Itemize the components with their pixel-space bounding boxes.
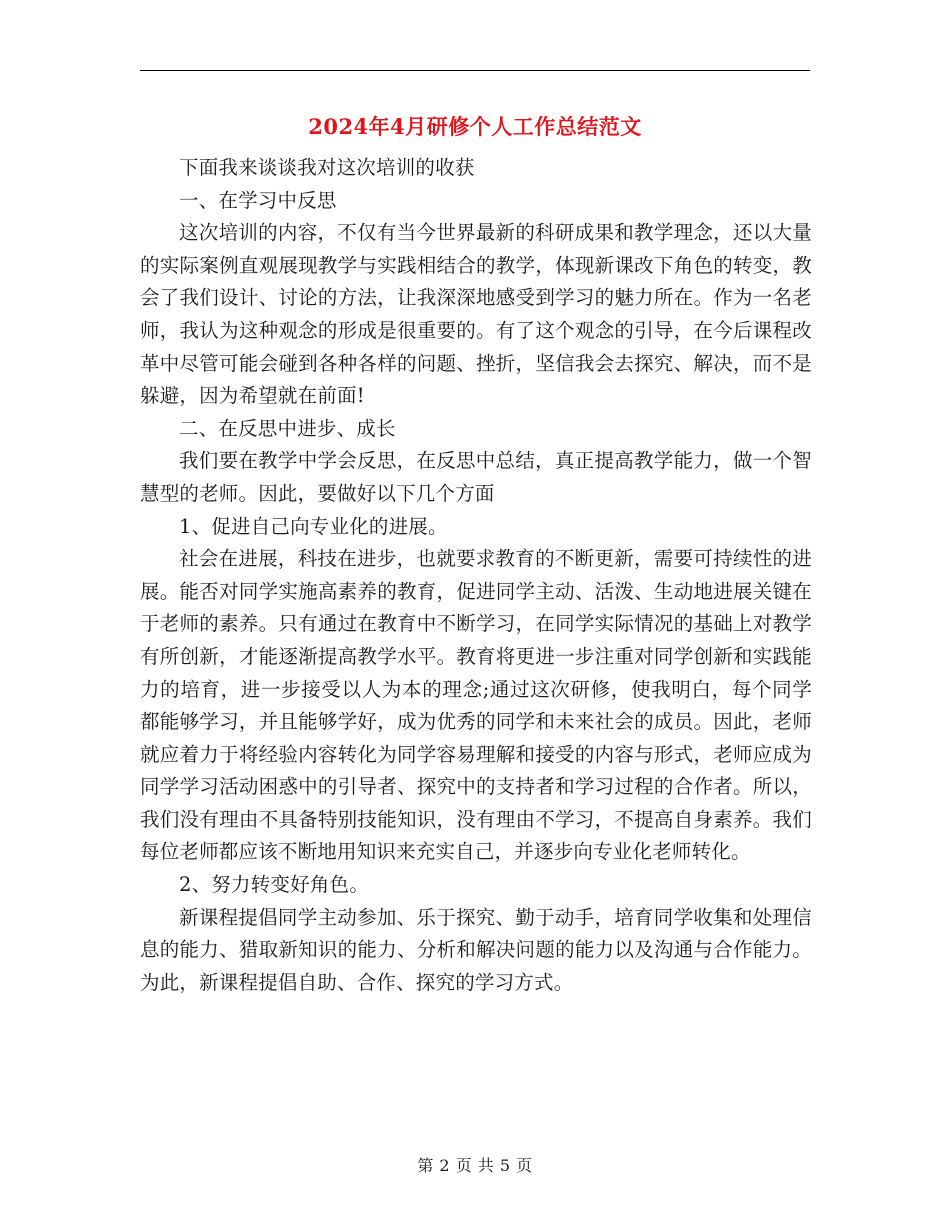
subsection-heading-2: 2、努力转变好角色。: [179, 873, 369, 897]
section-heading-1: 一、在学习中反思: [179, 188, 337, 212]
paragraph: 这次培训的内容，不仅有当今世界最新的科研成果和教学理念，还以大量的实际案例直观展现教学与实践相结合的教学，体现新课改下角色的转变，教会了我们设计、讨论的方法，让我深深地感受到学习的魅力所在。作为一名老师，我认为这种观念的形成是很重要的。有了这个观念的引导，在今后课程改革中尽管可能会碰到各种各样的问题、挫折，坚信我会去探究、解决，而不是躲避，因为希望就在前面!: [140, 221, 812, 408]
paragraph: 社会在进展，科技在进步，也就要求教育的不断更新，需要可持续性的进展。能否对同学实施高素养的教育，促进同学主动、活泼、生动地进展关键在于老师的素养。只有通过在教育中不断学习，在同学实际情况的基础上对教学有所创新，才能逐渐提高教学水平。教育将更进一步注重对同学创新和实践能力的培育，进一步接受以人为本的理念;通过这次研修，使我明白，每个同学都能够学习，并且能够学好，成为优秀的同学和未来社会的成员。因此，老师就应着力于将经验内容转化为同学容易理解和接受的内容与形式，老师应成为同学学习活动困惑中的引导者、探究中的支持者和学习过程的合作者。所以，我们没有理由不具备特别技能知识，没有理由不学习，不提高自身素养。我们每位老师都应该不断地用知识来充实自己，并逐步向专业化老师转化。: [140, 547, 812, 864]
document-body: [140, 152, 812, 999]
paragraph: 我们要在教学中学会反思，在反思中总结，真正提高教学能力，做一个智慧型的老师。因此，要做好以下几个方面: [140, 449, 812, 505]
document-title: 2024年4月研修个人工作总结范文: [308, 114, 642, 139]
subsection-heading-1: 1、促进自己向专业化的进展。: [179, 514, 448, 538]
header-rule: [140, 70, 810, 71]
page-number: 第 2 页 共 5 页: [417, 1156, 533, 1175]
paragraph-intro: 下面我来谈谈我对这次培训的收获: [179, 156, 475, 179]
section-heading-2: 二、在反思中进步、成长: [179, 416, 396, 440]
paragraph: 新课程提倡同学主动参加、乐于探究、勤于动手，培育同学收集和处理信息的能力、猎取新知识的能力、分析和解决问题的能力以及沟通与合作能力。为此，新课程提倡自助、合作、探究的学习方式。: [140, 905, 812, 994]
